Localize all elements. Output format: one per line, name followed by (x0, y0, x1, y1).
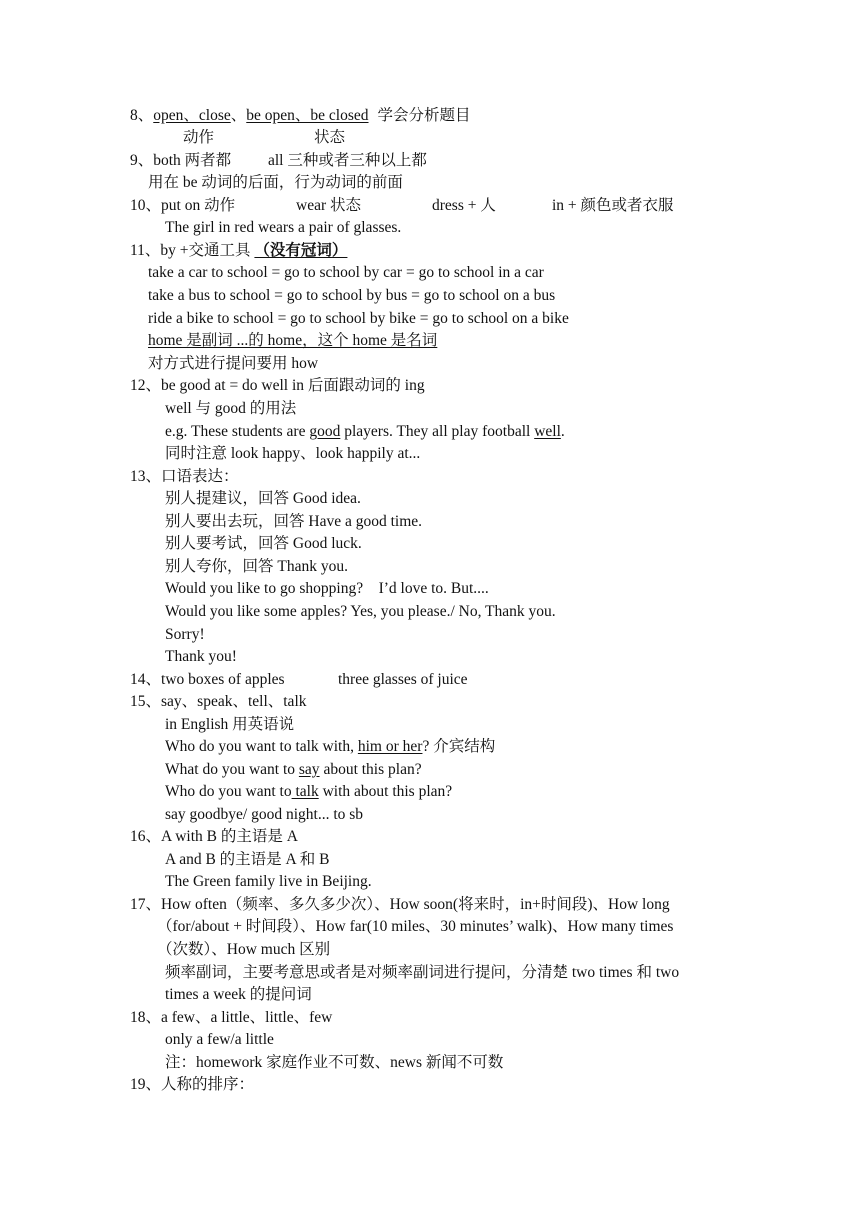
item-15-talk: talk (291, 783, 319, 800)
item-12-example-good: good (309, 423, 341, 440)
item-16-heading: 16、A with B 的主语是 A (130, 828, 298, 845)
item-14-number: 14、 (130, 671, 162, 688)
item-10-example: The girl in red wears a pair of glasses. (165, 219, 402, 236)
item-15-line-4-a: Who do you want to (165, 783, 292, 800)
item-13-line: Thank you! (165, 648, 237, 665)
item-12-example-part-c: . (560, 423, 565, 440)
item-8-separator: 、 (230, 107, 247, 124)
item-11-line-2: take a bus to school = go to school by bus = go to school on a bus (148, 287, 556, 304)
item-14-line (130, 669, 285, 691)
item-8-be-open-closed: be open、be closed (246, 107, 369, 124)
item-11-line-5: 对方式进行提问要用 how (148, 355, 319, 372)
item-13-line: Would you like to go shopping? I’d love to. But.... (165, 580, 489, 597)
item-15-line-1: in English 用英语说 (165, 716, 295, 733)
item-17-line-2: （for/about + 时间段）、How far(10 miles、30 minutes’ walk)、How many times (157, 918, 674, 935)
item-9-both: 9、both 两者都 (130, 152, 232, 169)
item-13-line: 别人提建议，回答 Good idea. (165, 490, 361, 507)
item-10-in: in + 颜色或者衣服 (552, 197, 674, 214)
item-8-line (130, 105, 471, 127)
item-14-glasses: three glasses of juice (338, 671, 468, 688)
item-12-example-part-a: e.g. These students are (165, 423, 310, 440)
item-15-line-2 (165, 736, 495, 758)
item-18-heading: 18、a few、a little、little、few (130, 1009, 333, 1026)
item-15-say: say (298, 761, 320, 778)
item-18-line-2: 注：homework 家庭作业不可数、news 新闻不可数 (165, 1054, 504, 1071)
item-15-line-2-a: Who do you want to talk with, (165, 738, 358, 755)
item-15-line-3-a: What do you want to (165, 761, 299, 778)
item-17-line-5: times a week 的提问词 (165, 986, 312, 1003)
item-14-boxes: two boxes of apples (161, 671, 285, 688)
item-15-line-4 (165, 781, 452, 803)
item-12-example-part-b: players. They all play football (340, 423, 535, 440)
item-8-open-close: open、close (153, 107, 231, 124)
item-10-put-on (130, 195, 235, 217)
item-12-example (165, 421, 565, 443)
item-8-number: 8、 (130, 107, 154, 124)
item-13-line: 别人要出去玩，回答 Have a good time. (165, 513, 423, 530)
item-11-head-text: 11、by +交通工具 (130, 242, 255, 259)
item-17-line-4: 频率副词，主要考意思或者是对频率副词进行提问，分清楚 two times 和 two (165, 964, 680, 981)
item-15-line-3 (165, 759, 422, 781)
item-11-heading (130, 240, 347, 262)
item-17-line-1: 17、How often（频率、多久多少次）、How soon(将来时，in+时间段)、How long (130, 896, 670, 913)
item-10-number: 10、 (130, 197, 162, 214)
item-15-line-4-b: with about this plan? (318, 783, 453, 800)
item-12-example-well: well (534, 423, 561, 440)
item-9-usage: 用在 be 动词的后面，行为动词的前面 (148, 174, 403, 191)
item-15-heading: 15、say、speak、tell、talk (130, 693, 307, 710)
item-13-line: 别人要考试，回答 Good luck. (165, 535, 362, 552)
item-17-line-3: （次数）、How much 区别 (157, 941, 331, 958)
item-13-line: 别人夸你，回答 Thank you. (165, 558, 348, 575)
item-11-line-4: home 是副词 ...的 home，这个 home 是名词 (148, 332, 438, 349)
item-12-line-3: 同时注意 look happy、look happily at... (165, 445, 421, 462)
item-11-head-note: （没有冠词） (254, 242, 348, 259)
item-10-dress: dress + 人 (432, 197, 496, 214)
item-15-him-or-her: him or her (357, 738, 423, 755)
item-15-line-5: say goodbye/ good night... to sb (165, 806, 364, 823)
item-16-line-1: A and B 的主语是 A 和 B (165, 851, 330, 868)
item-15-line-2-b: ? 介宾结构 (422, 738, 496, 755)
item-11-line-3: ride a bike to school = go to school by bike = go to school on a bike (148, 310, 569, 327)
item-13-line: Would you like some apples? Yes, you please./ No, Thank you. (165, 603, 556, 620)
item-13-line: Sorry! (165, 626, 205, 643)
item-10-put-on-text: put on 动作 (161, 197, 236, 214)
item-9-all: all 三种或者三种以上都 (268, 152, 427, 169)
item-19-heading: 19、人称的排序： (130, 1076, 255, 1093)
item-12-line-1: well 与 good 的用法 (165, 400, 297, 417)
item-8-action-label: 动作 (183, 129, 215, 146)
item-10-wear: wear 状态 (296, 197, 361, 214)
item-13-heading: 13、口语表达： (130, 468, 239, 485)
item-15-line-3-b: about this plan? (319, 761, 422, 778)
item-11-line-1: take a car to school = go to school by car = go to school in a car (148, 264, 544, 281)
item-8-state-label: 状态 (314, 129, 346, 146)
item-16-line-2: The Green family live in Beijing. (165, 873, 372, 890)
item-18-line-1: only a few/a little (165, 1031, 274, 1048)
item-8-note: 学会分析题目 (377, 107, 471, 124)
item-12-heading: 12、be good at = do well in 后面跟动词的 ing (130, 377, 425, 394)
